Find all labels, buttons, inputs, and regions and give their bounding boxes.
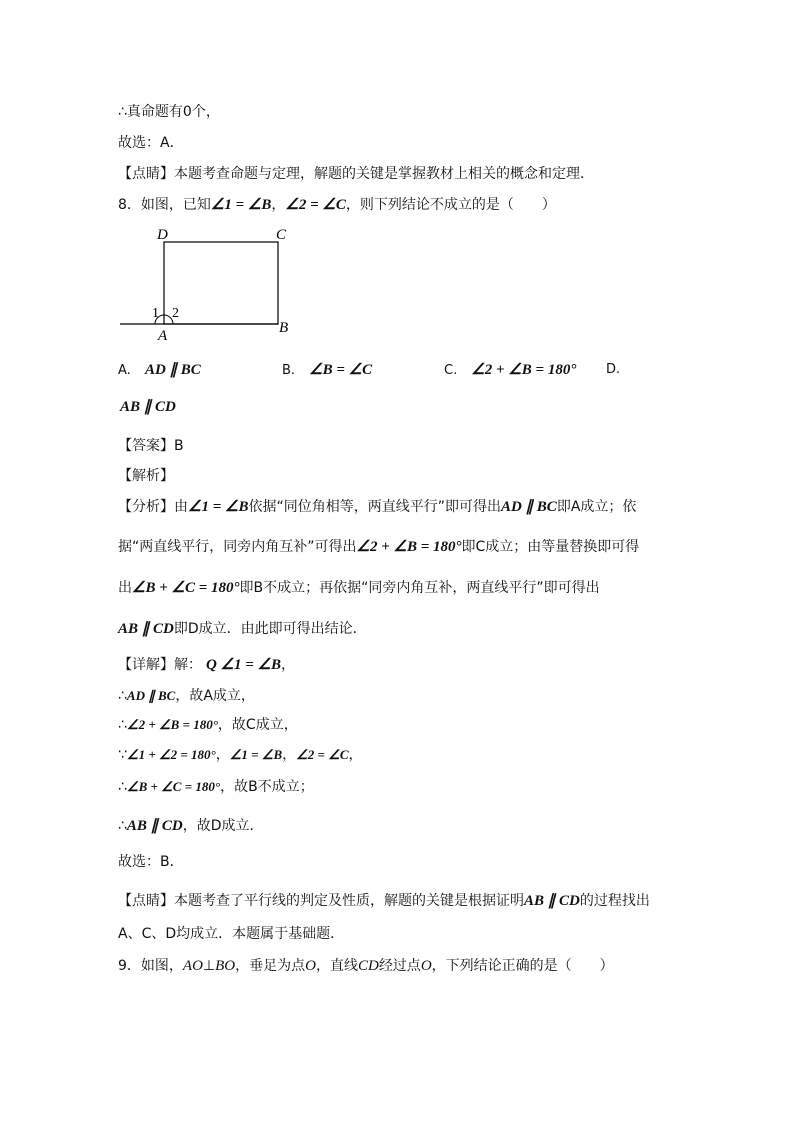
text: 【详解】解： (118, 657, 202, 673)
solution-line (118, 715, 298, 735)
text: ，故D成立． (182, 818, 264, 834)
math-expr: AB ∥ CD (126, 818, 183, 834)
jiexi-heading: 【解析】 (118, 468, 174, 484)
label-A: A (158, 328, 168, 344)
text: ，故A成立， (175, 688, 255, 704)
question-8-stem (118, 195, 556, 215)
analysis-line (118, 619, 367, 639)
math-label: CD (357, 958, 379, 974)
text: ，垂足为点 (235, 958, 306, 974)
text: ∴ (118, 717, 127, 733)
text: 【点睛】本题考查了平行线的判定及性质，解题的关键是根据证明 (118, 893, 524, 909)
math-expr: AD ∥ BC (500, 499, 557, 515)
geometry-figure (115, 222, 300, 347)
text: ， (215, 747, 230, 763)
option-b[interactable] (282, 360, 372, 381)
stem-text: 8．如图，已知 (118, 197, 211, 213)
text: ∵ (118, 747, 127, 763)
text: 依据“同位角相等，两直线平行”即可得出 (248, 499, 501, 515)
option-c[interactable] (444, 360, 576, 381)
label-one: 1 (152, 306, 159, 321)
math-expr: ∠B + ∠C = 180° (132, 580, 240, 596)
dianjing-line (118, 891, 650, 911)
math-label: AO (182, 958, 203, 974)
perp-symbol: ⊥ (202, 958, 216, 974)
text: 据“两直线平行，同旁内角互补”可得出 (118, 539, 357, 555)
solution-line (118, 816, 264, 836)
solution-line (118, 655, 295, 675)
text: 经过点 (378, 958, 421, 974)
choose-line: 故选：B． (118, 854, 184, 870)
solution-line (118, 777, 314, 797)
text: ， (281, 657, 296, 673)
option-expr: ∠2 + ∠B = 180° (471, 362, 577, 378)
text: ， (348, 747, 363, 763)
stem-text: ，则下列结论不成立的是（ ） (345, 197, 556, 213)
option-expr: AB ∥ CD (120, 399, 176, 415)
math-expr: ∠1 + ∠2 = 180° (126, 747, 216, 762)
separator: ， (271, 197, 286, 213)
analysis-line (118, 578, 600, 598)
option-label: D. (606, 362, 621, 377)
math-label: BO (215, 958, 236, 974)
text: ∴ (118, 688, 127, 704)
math-expr: ∠1 = ∠B (188, 499, 249, 515)
math-label: O (420, 958, 432, 974)
text: 即D成立．由此即可得出结论． (173, 621, 367, 637)
dianjing-line: A、C、D均成立．本题属于基础题． (118, 926, 345, 942)
text: 即A成立；依 (556, 499, 637, 515)
math-label: O (305, 958, 316, 974)
math-expr: ∠2 = ∠C (285, 197, 346, 213)
question-9-stem (118, 956, 614, 976)
text: 的过程找出 (579, 893, 650, 909)
label-C: C (276, 227, 287, 243)
label-B: B (279, 320, 289, 336)
option-a[interactable] (118, 360, 201, 381)
option-d[interactable] (606, 360, 620, 380)
dianjing-line: 【点睛】本题考查命题与定理，解题的关键是掌握教材上相关的概念和定理． (118, 166, 594, 182)
solution-line (118, 686, 255, 706)
option-label: C. (444, 363, 458, 378)
label-D: D (157, 227, 168, 243)
text: 9．如图， (118, 958, 183, 974)
math-expr: ∠2 + ∠B = 180° (126, 717, 218, 732)
option-d-expr (120, 397, 176, 418)
math-expr: ∠1 = ∠B (229, 747, 283, 762)
text: ，故C成立， (217, 717, 298, 733)
option-expr: ∠B = ∠C (309, 362, 373, 378)
label-two: 2 (172, 306, 179, 321)
math-expr: ∠1 = ∠B (210, 197, 272, 213)
math-expr: ∠2 = ∠C (296, 747, 349, 762)
math-expr: ∠2 + ∠B = 180° (356, 539, 462, 555)
text-line: ∴真命题有0个， (118, 104, 220, 120)
text: ，直线 (315, 958, 358, 974)
answer-line: 【答案】B (118, 438, 184, 454)
option-label: A. (118, 363, 131, 378)
math-expr: Q ∠1 = ∠B (206, 657, 282, 673)
text: 出 (118, 580, 132, 596)
text: ∴ (118, 779, 127, 795)
text: ， (282, 747, 297, 763)
analysis-line (118, 537, 639, 557)
text: ，故B不成立； (220, 779, 314, 795)
text: 即B不成立；再依据“同旁内角互补，两直线平行”即可得出 (239, 580, 600, 596)
text: 即C成立；由等量替换即可得 (461, 539, 640, 555)
text: 【分析】由 (118, 499, 188, 515)
option-expr: AD ∥ BC (144, 362, 201, 378)
analysis-line (118, 497, 636, 517)
option-label: B. (282, 363, 296, 378)
math-expr: AB ∥ CD (118, 621, 174, 637)
text-line: 故选：A． (118, 135, 184, 151)
math-expr: AD ∥ BC (126, 688, 176, 703)
text: ∴ (118, 818, 127, 834)
text: ，下列结论正确的是（ ） (431, 958, 614, 974)
math-expr: AB ∥ CD (524, 893, 580, 909)
solution-line (118, 745, 363, 765)
math-expr: ∠B + ∠C = 180° (126, 779, 221, 794)
